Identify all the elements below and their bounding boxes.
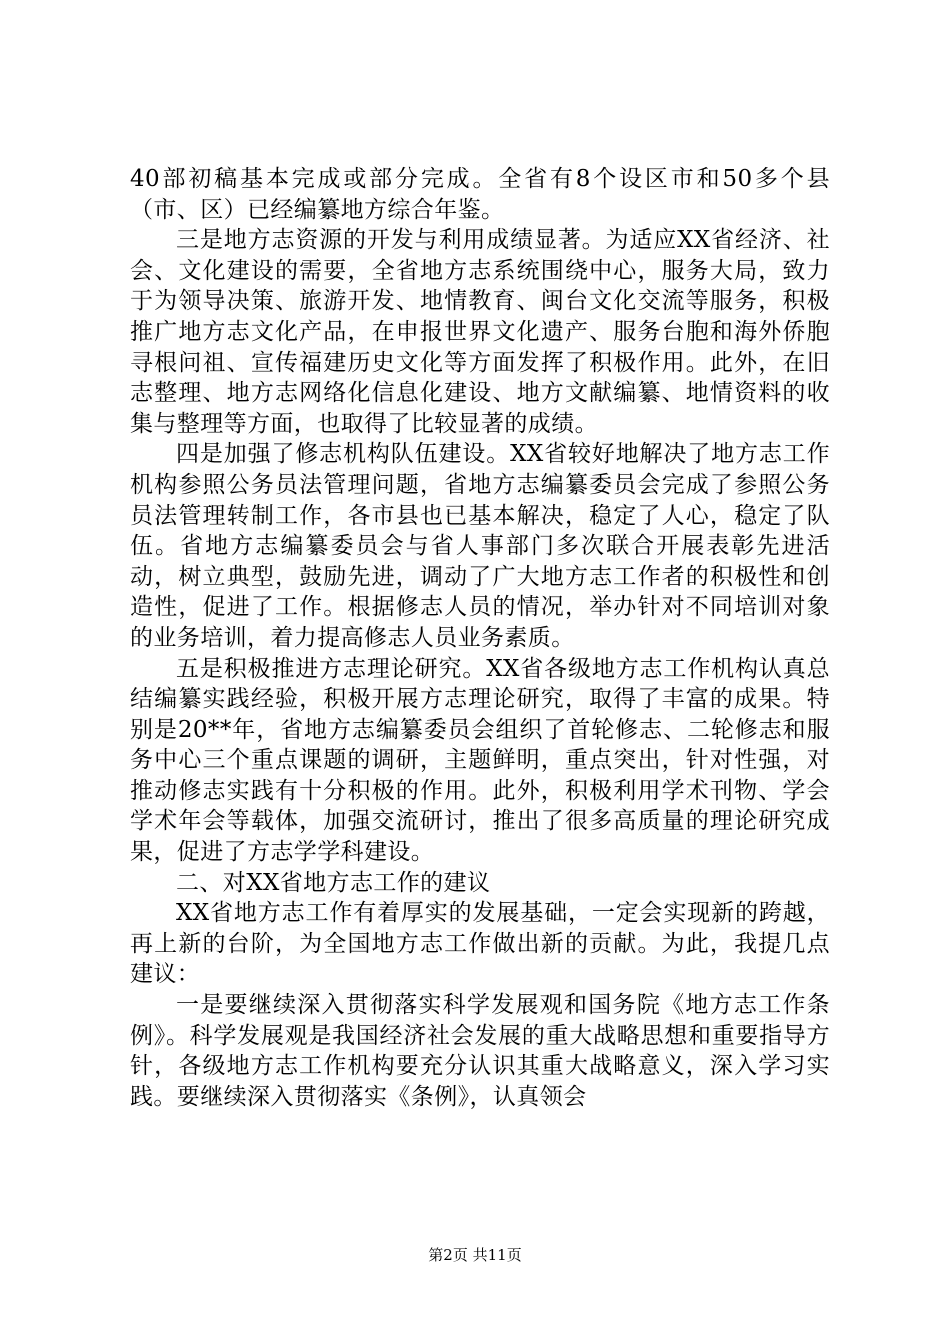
paragraph-4: 五是积极推进方志理论研究。XX省各级地方志工作机构认真总结编纂实践经验，积极开展方志理论研究，取得了丰富的成果。特别是20**年，省地方志编纂委员会组织了首轮修志、二轮修志和服务中心三个重点课题的调研，主题鲜明，重点突出，针对性强，对推动修志实践有十分积极的作用。此外，积极利用学术刊物、学会学术年会等载体，加强交流研讨，推出了很多高质量的理论研究成果，促进了方志学学科建设。 <box>130 655 830 866</box>
document-body <box>130 164 830 1112</box>
page-footer: 第2页 共11页 <box>428 1246 522 1264</box>
paragraph-2: 三是地方志资源的开发与利用成绩显著。为适应XX省经济、社会、文化建设的需要，全省地方志系统围绕中心，服务大局，致力于为领导决策、旅游开发、地情教育、闽台文化交流等服务，积极推广地方志文化产品，在申报世界文化遗产、服务台胞和海外侨胞寻根问祖、宣传福建历史文化等方面发挥了积极作用。此外，在旧志整理、地方志网络化信息化建设、地方文献编纂、地情资料的收集与整理等方面，也取得了比较显著的成绩。 <box>130 227 830 437</box>
paragraph-1: 40部初稿基本完成或部分完成。全省有8个设区市和50多个县（市、区）已经编纂地方综合年鉴。 <box>130 166 830 223</box>
paragraph-3: 四是加强了修志机构队伍建设。XX省较好地解决了地方志工作机构参照公务员法管理问题，省地方志编纂委员会完成了参照公务员法管理转制工作，各市县也已基本解决，稳定了人心，稳定了队伍。省地方志编纂委员会与省人事部门多次联合开展表彰先进活动，树立典型，鼓励先进，调动了广大地方志工作者的积极性和创造性，促进了工作。根据修志人员的情况，举办针对不同培训对象的业务培训，着力提高修志人员业务素质。 <box>130 441 830 651</box>
paragraph-6: 一是要继续深入贯彻落实科学发展观和国务院《地方志工作条例》。科学发展观是我国经济社会发展的重大战略思想和重要指导方针，各级地方志工作机构要充分认识其重大战略意义，深入学习实践。要继续深入贯彻落实《条例》，认真领会 <box>130 992 830 1110</box>
paragraph-5: XX省地方志工作有着厚实的发展基础，一定会实现新的跨越，再上新的台阶，为全国地方志工作做出新的贡献。为此，我提几点建议： <box>130 900 830 988</box>
section-heading: 二、对XX省地方志工作的建议 <box>176 869 491 896</box>
